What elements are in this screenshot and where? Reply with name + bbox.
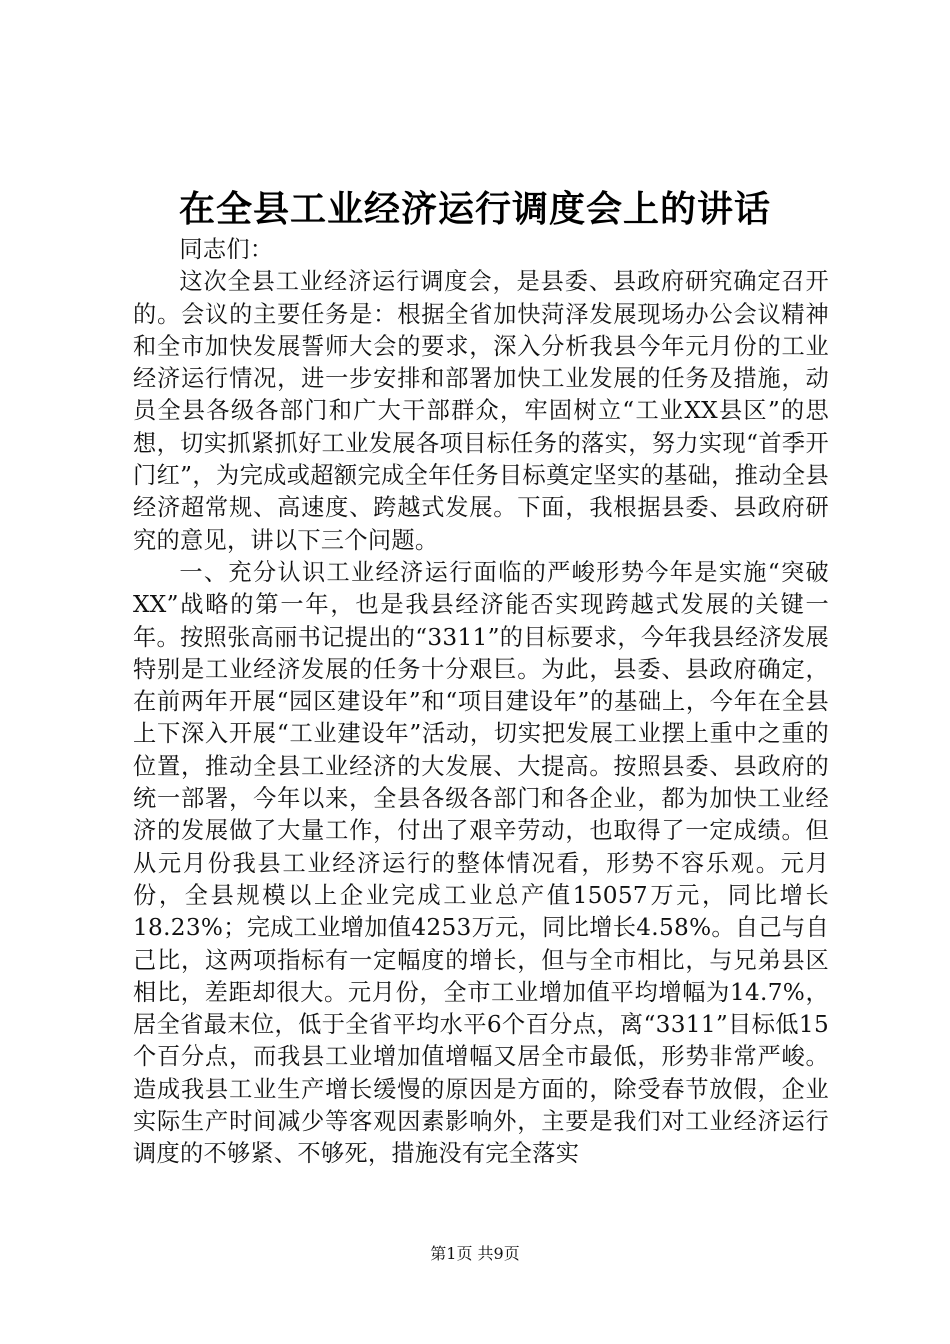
paragraph-intro: 这次全县工业经济运行调度会，是县委、县政府研究确定召开的。会议的主要任务是：根据全省加快菏泽发展现场办公会议精神和全市加快发展誓师大会的要求，深入分析我县今年元月份的工业经济运行情况，进一步安排和部署加快工业发展的任务及措施，动员全县各级各部门和广大干部群众，牢固树立“工业XX县区”的思想，切实抓紧抓好工业发展各项目标任务的落实，努力实现“首季开门红”，为完成或超额完成全年任务目标奠定坚实的基础，推动全县经济超常规、高速度、跨越式发展。下面，我根据县委、县政府研究的意见，讲以下三个问题。 — [133, 268, 829, 554]
page-indicator: 第1页 共9页 — [430, 1244, 520, 1263]
paragraph-section-one: 一、充分认识工业经济运行面临的严峻形势今年是实施“突破XX”战略的第一年，也是我县经济能否实现跨越式发展的关键一年。按照张高丽书记提出的“3311”的目标要求，今年我县经济发展特别是工业经济发展的任务十分艰巨。为此，县委、县政府确定，在前两年开展“园区建设年”和“项目建设年”的基础上，今年在全县上下深入开展“工业建设年”活动，切实把发展工业摆上重中之重的位置，推动全县工业经济的大发展、大提高。按照县委、县政府的统一部署，今年以来，全县各级各部门和各企业，都为加快工业经济的发展做了大量工作，付出了艰辛劳动，也取得了一定成绩。但从元月份我县工业经济运行的整体情况看，形势不容乐观。元月份，全县规模以上企业完成工业总产值15057万元，同比增长18.23%；完成工业增加值4253万元，同比增长4.58%。自己与自己比，这两项指标有一定幅度的增长，但与全市相比，与兄弟县区相比，差距却很大。元月份，全市工业增加值平均增幅为14.7%，居全省最末位，低于全省平均水平6个百分点，离“3311”目标低15个百分点，而我县工业增加值增幅又居全市最低，形势非常严峻。造成我县工业生产增长缓慢的原因是方面的，除受春节放假，企业实际生产时间减少等客观因素影响外，主要是我们对工业经济运行调度的不够紧、不够死，措施没有完全落实 — [133, 558, 829, 1168]
salutation: 同志们： — [179, 236, 274, 263]
document-title: 在全县工业经济运行调度会上的讲话 — [178, 188, 771, 230]
document-body — [133, 234, 829, 1171]
